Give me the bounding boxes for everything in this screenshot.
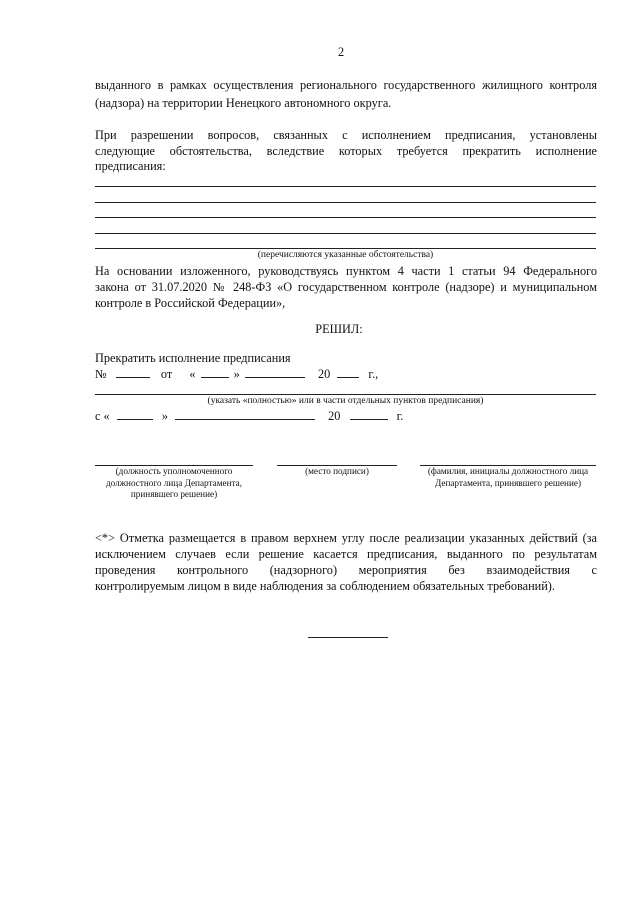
circumstances-line-1: При разрешении вопросов, связанных с исполнением предписания, установлены: [95, 128, 597, 142]
circumstances-line-3: предписания:: [95, 159, 166, 173]
from-day-field[interactable]: [117, 408, 153, 420]
page-number: 2: [338, 45, 345, 59]
from-label: от: [160, 367, 173, 381]
quote-close: »: [233, 367, 240, 381]
number-field[interactable]: [116, 366, 150, 378]
circumstances-line-2: следующие обстоятельства, вследствие которых требуется прекратить исполнение: [95, 144, 597, 158]
from-date-row: [95, 408, 403, 425]
circumstances-blank-line-3: [95, 217, 596, 218]
from-date-close: »: [161, 409, 168, 423]
circumstances-blank-line-1: [95, 186, 596, 187]
circumstances-blank-line-4: [95, 233, 596, 234]
end-separator: [308, 637, 388, 638]
signature-caption: (место подписи): [305, 466, 369, 476]
from-date-label: с «: [95, 409, 110, 423]
month-field[interactable]: [245, 366, 305, 378]
circumstances-caption: (перечисляются указанные обстоятельства): [257, 250, 434, 260]
circumstances-blank-line-2: [95, 202, 596, 203]
year-prefix: 20: [317, 367, 331, 381]
basis-line-2: закона от 31.07.2020 № 248-ФЗ «О государственном контроле (надзоре) и муниципальном: [95, 280, 597, 294]
decision-heading: РЕШИЛ:: [315, 322, 363, 336]
scope-caption: (указать «полностью» или в части отдельных пунктов предписания): [207, 396, 484, 406]
from-year-suffix: г.: [396, 409, 404, 423]
day-field[interactable]: [201, 366, 229, 378]
prescription-details-row: [95, 366, 378, 383]
year-suffix: г.,: [368, 367, 379, 381]
from-year-prefix: 20: [328, 409, 341, 423]
intro-line-1: выданного в рамках осуществления регионального государственного жилищного контроля: [95, 78, 597, 92]
quote-open: «: [189, 367, 196, 381]
footnote-line-3: проведения контрольного (надзорного) мероприятия без взаимодействия с: [95, 563, 597, 577]
from-month-field[interactable]: [175, 408, 315, 420]
number-label: №: [95, 367, 107, 381]
name-caption: (фамилия, инициалы должностного лица Департамента, принявшего решение): [427, 466, 589, 488]
basis-line-1: На основании изложенного, руководствуясь пунктом 4 части 1 статьи 94 Федерального: [95, 264, 597, 278]
decision-text: Прекратить исполнение предписания: [95, 351, 291, 365]
footnote-line-2: исключением случаев если решение касается предписания, выданного по результатам: [95, 547, 597, 561]
basis-line-3: контроле в Российской Федерации»,: [95, 296, 286, 310]
footnote-line-4: контролируемым лицом в виде наблюдения за соблюдением обязательных требований).: [95, 579, 555, 593]
year-field[interactable]: [337, 366, 359, 378]
footnote-line-1: <*> Отметка размещается в правом верхнем углу после реализации указанных действий (за: [95, 531, 597, 545]
position-caption: (должность уполномоченного должностного лица Департамента, принявшего решение): [105, 466, 243, 499]
intro-line-2: (надзора) на территории Ненецкого автономного округа.: [95, 96, 392, 110]
from-year-field[interactable]: [350, 408, 388, 420]
